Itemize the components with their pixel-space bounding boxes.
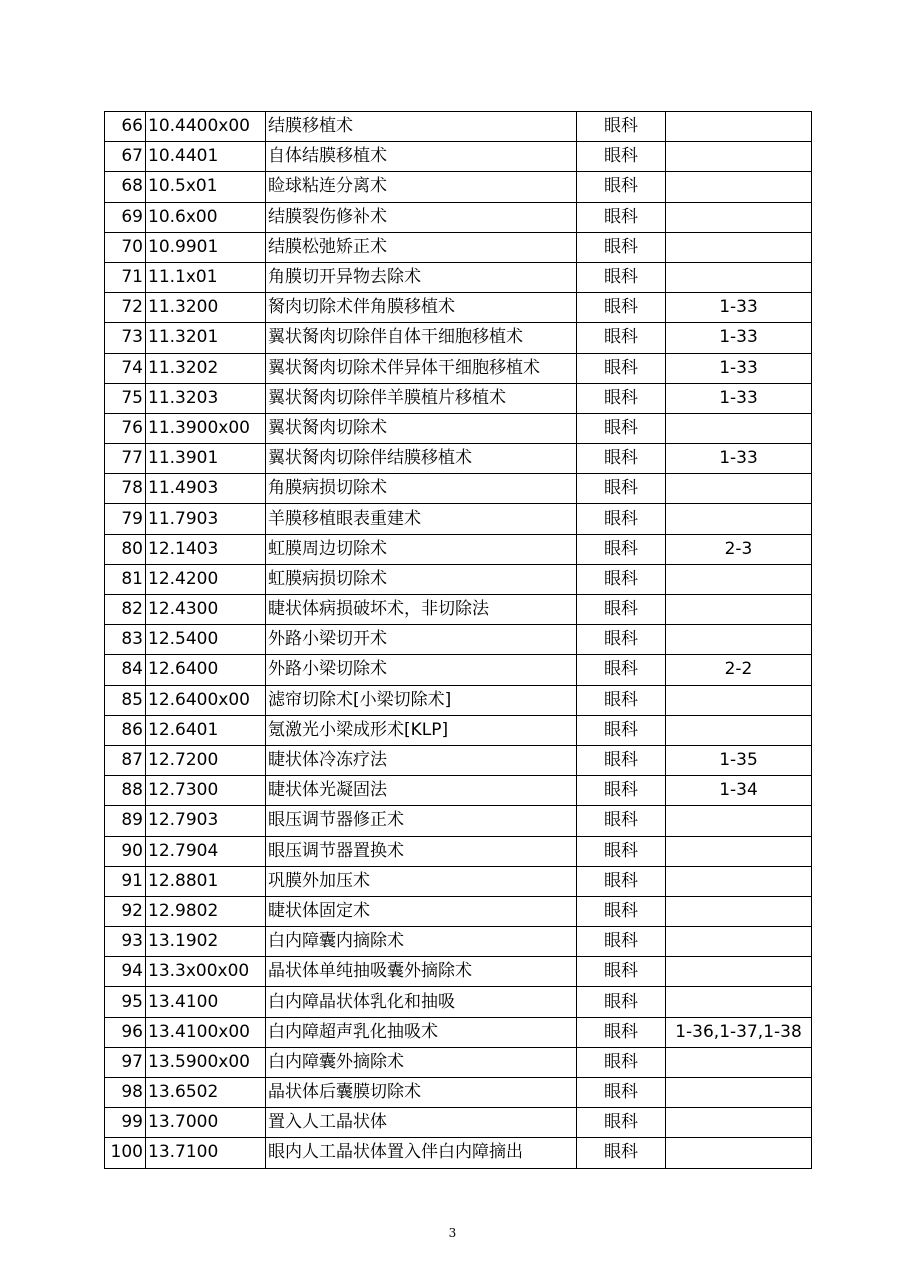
- procedure-code: 11.7903: [146, 504, 266, 534]
- row-number: 80: [105, 534, 146, 564]
- row-number: 96: [105, 1017, 146, 1047]
- department: 眼科: [577, 776, 666, 806]
- reference: [666, 262, 812, 292]
- row-number: 98: [105, 1078, 146, 1108]
- table-row: [105, 112, 812, 142]
- row-number: 77: [105, 444, 146, 474]
- table-row: [105, 776, 812, 806]
- procedure-code: 12.4200: [146, 564, 266, 594]
- reference: [666, 806, 812, 836]
- procedure-name: 胬肉切除术伴角膜移植术: [266, 293, 577, 323]
- procedure-code: 10.9901: [146, 232, 266, 262]
- procedure-name: 角膜切开异物去除术: [266, 262, 577, 292]
- procedure-code: 12.8801: [146, 866, 266, 896]
- procedure-name: 晶状体后囊膜切除术: [266, 1078, 577, 1108]
- procedure-name: 眼内人工晶状体置入伴白内障摘出: [266, 1138, 577, 1168]
- procedure-name: 结膜裂伤修补术: [266, 202, 577, 232]
- reference: [666, 413, 812, 443]
- row-number: 78: [105, 474, 146, 504]
- department: 眼科: [577, 987, 666, 1017]
- table-row: [105, 866, 812, 896]
- procedure-name: 睫状体光凝固法: [266, 776, 577, 806]
- row-number: 75: [105, 383, 146, 413]
- procedure-code: 12.9802: [146, 896, 266, 926]
- procedure-code: 13.1902: [146, 927, 266, 957]
- procedure-name: 翼状胬肉切除伴羊膜植片移植术: [266, 383, 577, 413]
- row-number: 73: [105, 323, 146, 353]
- row-number: 97: [105, 1047, 146, 1077]
- department: 眼科: [577, 534, 666, 564]
- procedure-name: 白内障囊内摘除术: [266, 927, 577, 957]
- row-number: 67: [105, 142, 146, 172]
- reference: [666, 715, 812, 745]
- procedure-name: 白内障晶状体乳化和抽吸: [266, 987, 577, 1017]
- procedure-name: 氪激光小梁成形术[KLP]: [266, 715, 577, 745]
- department: 眼科: [577, 112, 666, 142]
- procedure-code: 11.3900x00: [146, 413, 266, 443]
- procedure-code: 10.6x00: [146, 202, 266, 232]
- table-row: [105, 806, 812, 836]
- row-number: 95: [105, 987, 146, 1017]
- department: 眼科: [577, 625, 666, 655]
- procedure-code: 13.7100: [146, 1138, 266, 1168]
- row-number: 74: [105, 353, 146, 383]
- procedure-name: 结膜移植术: [266, 112, 577, 142]
- procedure-name: 置入人工晶状体: [266, 1108, 577, 1138]
- row-number: 82: [105, 595, 146, 625]
- reference: [666, 474, 812, 504]
- department: 眼科: [577, 383, 666, 413]
- reference: [666, 896, 812, 926]
- reference: 1-33: [666, 293, 812, 323]
- row-number: 91: [105, 866, 146, 896]
- table-row: [105, 142, 812, 172]
- row-number: 68: [105, 172, 146, 202]
- row-number: 71: [105, 262, 146, 292]
- department: 眼科: [577, 262, 666, 292]
- procedure-code: 11.1x01: [146, 262, 266, 292]
- reference: 1-33: [666, 444, 812, 474]
- procedure-code: 11.3901: [146, 444, 266, 474]
- row-number: 69: [105, 202, 146, 232]
- table-row: [105, 232, 812, 262]
- procedure-name: 白内障囊外摘除术: [266, 1047, 577, 1077]
- procedure-name: 外路小梁切开术: [266, 625, 577, 655]
- row-number: 88: [105, 776, 146, 806]
- department: 眼科: [577, 1078, 666, 1108]
- row-number: 89: [105, 806, 146, 836]
- table-row: [105, 444, 812, 474]
- table-row: [105, 836, 812, 866]
- procedure-code: 11.3202: [146, 353, 266, 383]
- reference: [666, 142, 812, 172]
- reference: [666, 172, 812, 202]
- department: 眼科: [577, 564, 666, 594]
- procedure-code: 10.4401: [146, 142, 266, 172]
- table-row: [105, 685, 812, 715]
- procedure-name: 外路小梁切除术: [266, 655, 577, 685]
- procedure-name: 晶状体单纯抽吸囊外摘除术: [266, 957, 577, 987]
- table-row: [105, 383, 812, 413]
- row-number: 92: [105, 896, 146, 926]
- department: 眼科: [577, 896, 666, 926]
- department: 眼科: [577, 685, 666, 715]
- procedure-name: 翼状胬肉切除伴自体干细胞移植术: [266, 323, 577, 353]
- table-body: [105, 112, 812, 1169]
- department: 眼科: [577, 595, 666, 625]
- department: 眼科: [577, 806, 666, 836]
- procedure-name: 巩膜外加压术: [266, 866, 577, 896]
- table-row: [105, 625, 812, 655]
- row-number: 90: [105, 836, 146, 866]
- reference: [666, 202, 812, 232]
- row-number: 66: [105, 112, 146, 142]
- procedure-code: 11.3201: [146, 323, 266, 353]
- procedure-name: 结膜松弛矫正术: [266, 232, 577, 262]
- procedure-code: 13.4100x00: [146, 1017, 266, 1047]
- reference: 1-33: [666, 353, 812, 383]
- reference: 1-33: [666, 323, 812, 353]
- reference: [666, 1138, 812, 1168]
- row-number: 70: [105, 232, 146, 262]
- department: 眼科: [577, 655, 666, 685]
- department: 眼科: [577, 927, 666, 957]
- table-row: [105, 262, 812, 292]
- procedure-code: 11.4903: [146, 474, 266, 504]
- procedure-code: 12.7903: [146, 806, 266, 836]
- reference: [666, 927, 812, 957]
- department: 眼科: [577, 1017, 666, 1047]
- table-row: [105, 202, 812, 232]
- procedure-name: 睑球粘连分离术: [266, 172, 577, 202]
- reference: 2-3: [666, 534, 812, 564]
- reference: 1-35: [666, 745, 812, 775]
- reference: 2-2: [666, 655, 812, 685]
- department: 眼科: [577, 413, 666, 443]
- procedure-name: 眼压调节器置换术: [266, 836, 577, 866]
- procedure-code: 12.7904: [146, 836, 266, 866]
- row-number: 100: [105, 1138, 146, 1168]
- table-row: [105, 353, 812, 383]
- procedure-code: 13.7000: [146, 1108, 266, 1138]
- row-number: 83: [105, 625, 146, 655]
- procedure-name: 羊膜移植眼表重建术: [266, 504, 577, 534]
- reference: 1-34: [666, 776, 812, 806]
- table-row: [105, 655, 812, 685]
- table-row: [105, 293, 812, 323]
- department: 眼科: [577, 444, 666, 474]
- department: 眼科: [577, 172, 666, 202]
- table-row: [105, 323, 812, 353]
- reference: [666, 504, 812, 534]
- procedure-code: 12.1403: [146, 534, 266, 564]
- table-row: [105, 595, 812, 625]
- reference: [666, 987, 812, 1017]
- procedure-code: 12.7200: [146, 745, 266, 775]
- row-number: 86: [105, 715, 146, 745]
- reference: [666, 957, 812, 987]
- table-row: [105, 1138, 812, 1168]
- table-row: [105, 927, 812, 957]
- table-row: [105, 1078, 812, 1108]
- table-row: [105, 745, 812, 775]
- department: 眼科: [577, 1047, 666, 1077]
- department: 眼科: [577, 745, 666, 775]
- procedure-name: 自体结膜移植术: [266, 142, 577, 172]
- reference: 1-33: [666, 383, 812, 413]
- procedure-code: 10.5x01: [146, 172, 266, 202]
- row-number: 81: [105, 564, 146, 594]
- procedure-code: 11.3200: [146, 293, 266, 323]
- row-number: 85: [105, 685, 146, 715]
- department: 眼科: [577, 866, 666, 896]
- department: 眼科: [577, 504, 666, 534]
- table-row: [105, 504, 812, 534]
- table-row: [105, 1047, 812, 1077]
- reference: [666, 595, 812, 625]
- procedure-code: 12.5400: [146, 625, 266, 655]
- reference: [666, 625, 812, 655]
- department: 眼科: [577, 232, 666, 262]
- row-number: 84: [105, 655, 146, 685]
- procedure-name: 滤帘切除术[小梁切除术]: [266, 685, 577, 715]
- reference: [666, 232, 812, 262]
- table-row: [105, 172, 812, 202]
- row-number: 79: [105, 504, 146, 534]
- procedure-name: 睫状体固定术: [266, 896, 577, 926]
- row-number: 94: [105, 957, 146, 987]
- procedure-name: 眼压调节器修正术: [266, 806, 577, 836]
- table-row: [105, 1017, 812, 1047]
- department: 眼科: [577, 293, 666, 323]
- procedure-name: 翼状胬肉切除伴结膜移植术: [266, 444, 577, 474]
- row-number: 87: [105, 745, 146, 775]
- procedure-name: 睫状体病损破坏术，非切除法: [266, 595, 577, 625]
- reference: [666, 836, 812, 866]
- procedure-code: 12.6400x00: [146, 685, 266, 715]
- department: 眼科: [577, 836, 666, 866]
- department: 眼科: [577, 202, 666, 232]
- table-row: [105, 957, 812, 987]
- procedure-name: 虹膜周边切除术: [266, 534, 577, 564]
- reference: [666, 112, 812, 142]
- table-row: [105, 1108, 812, 1138]
- reference: [666, 1078, 812, 1108]
- table-row: [105, 715, 812, 745]
- reference: 1-36,1-37,1-38: [666, 1017, 812, 1047]
- department: 眼科: [577, 1138, 666, 1168]
- procedure-code: 13.5900x00: [146, 1047, 266, 1077]
- procedure-code: 11.3203: [146, 383, 266, 413]
- table-row: [105, 896, 812, 926]
- department: 眼科: [577, 323, 666, 353]
- procedure-name: 白内障超声乳化抽吸术: [266, 1017, 577, 1047]
- procedure-code: 12.6401: [146, 715, 266, 745]
- row-number: 72: [105, 293, 146, 323]
- department: 眼科: [577, 957, 666, 987]
- reference: [666, 866, 812, 896]
- procedure-name: 角膜病损切除术: [266, 474, 577, 504]
- table-row: [105, 413, 812, 443]
- department: 眼科: [577, 715, 666, 745]
- procedure-code: 12.7300: [146, 776, 266, 806]
- reference: [666, 1047, 812, 1077]
- row-number: 99: [105, 1108, 146, 1138]
- page-number: 3: [448, 1226, 457, 1240]
- department: 眼科: [577, 1108, 666, 1138]
- department: 眼科: [577, 353, 666, 383]
- procedure-code: 10.4400x00: [146, 112, 266, 142]
- procedure-code: 13.6502: [146, 1078, 266, 1108]
- row-number: 76: [105, 413, 146, 443]
- procedure-name: 翼状胬肉切除术伴异体干细胞移植术: [266, 353, 577, 383]
- procedure-code: 12.6400: [146, 655, 266, 685]
- row-number: 93: [105, 927, 146, 957]
- reference: [666, 1108, 812, 1138]
- reference: [666, 685, 812, 715]
- table-row: [105, 564, 812, 594]
- procedure-code: 12.4300: [146, 595, 266, 625]
- department: 眼科: [577, 474, 666, 504]
- procedure-code: 13.4100: [146, 987, 266, 1017]
- department: 眼科: [577, 142, 666, 172]
- procedure-table: [104, 111, 812, 1169]
- table-row: [105, 534, 812, 564]
- procedure-code: 13.3x00x00: [146, 957, 266, 987]
- procedure-name: 睫状体冷冻疗法: [266, 745, 577, 775]
- table-row: [105, 987, 812, 1017]
- procedure-name: 虹膜病损切除术: [266, 564, 577, 594]
- procedure-name: 翼状胬肉切除术: [266, 413, 577, 443]
- reference: [666, 564, 812, 594]
- table-row: [105, 474, 812, 504]
